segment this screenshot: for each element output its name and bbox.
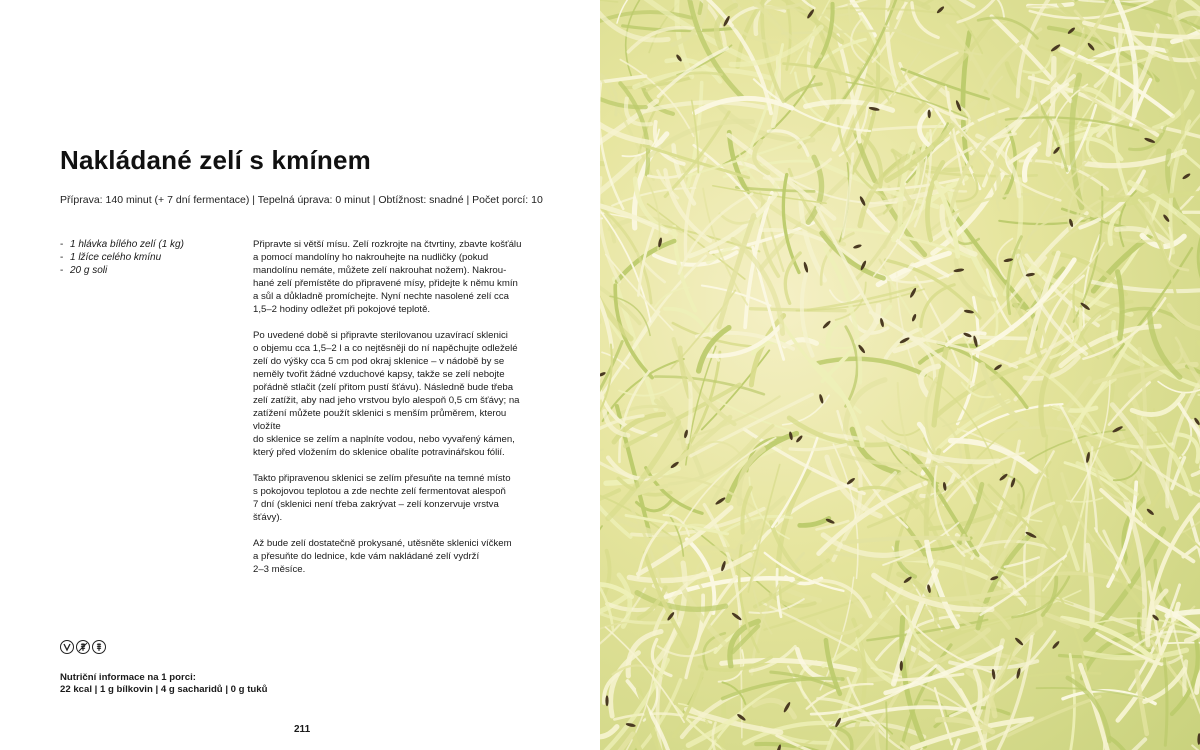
instruction-paragraph: Připravte si větší mísu. Zelí rozkrojte na čtvrtiny, zbavte košťálu a pomocí mandolíny ho nakrouhejte na nudličky (pokud mandolínu nemáte, můžete zelí nakrouhat nožem). Nakrou- hané zelí přemístěte do připravené mísy, přidejte k němu kmín a sůl a důkladně promíchejte. Nyní nechte nasolené zelí cca 1,5–2 hodiny odležet při pokojové teplotě. xyxy=(253,239,522,315)
shredded-cabbage-photo xyxy=(600,0,1200,750)
cabbage-strand xyxy=(1192,745,1200,750)
cabbage-strand xyxy=(600,727,617,737)
cabbage-strand xyxy=(833,444,858,578)
cabbage-strand xyxy=(1164,659,1167,746)
cabbage-strand xyxy=(600,450,603,455)
cabbage-strand xyxy=(844,538,968,543)
cabbage-strand xyxy=(742,488,750,533)
instruction-paragraph: Až bude zelí dostatečně prokysané, utěsněte sklenici víčkem a přesuňte do lednice, kde vám nakládané zelí vydrží 2–3 měsíce. xyxy=(253,538,512,575)
caraway-seed xyxy=(1087,42,1096,51)
gluten-free-icon xyxy=(76,640,90,654)
cabbage-strand xyxy=(1087,545,1092,625)
cabbage-strand xyxy=(923,0,990,5)
cabbage-strand xyxy=(1068,654,1075,750)
cabbage-strand xyxy=(702,286,771,306)
page-number: 211 xyxy=(294,724,311,735)
caraway-seed xyxy=(1182,172,1191,180)
caraway-seed xyxy=(853,244,862,250)
caraway-seed xyxy=(1144,137,1156,144)
recipe-title: Nakládané zelí s kmínem xyxy=(60,145,371,175)
caraway-seed xyxy=(605,695,608,706)
instruction-paragraph: Takto připravenou sklenici se zelím přesuňte na temné místo s pokojovou teplotou a zde nechte zelí fermentovat alespoň 7 dní (sklenici není třeba zakrývat – zelí konzervuje vrstva šťávy). xyxy=(253,473,511,523)
caraway-seed xyxy=(803,261,809,273)
nutrition-heading: Nutriční informace na 1 porci: xyxy=(60,672,196,683)
cabbage-strand xyxy=(1190,517,1200,621)
cabbage-strand xyxy=(800,518,829,525)
lactose-free-icon xyxy=(92,640,106,654)
cabbage-strand xyxy=(828,320,842,348)
cabbage-strand xyxy=(1110,738,1130,750)
nutrition-info xyxy=(60,672,267,696)
cabbage-strand xyxy=(1030,1,1153,18)
cabbage-strand xyxy=(1154,92,1192,128)
cabbage-strand xyxy=(611,653,639,716)
cabbage-strand xyxy=(998,428,1111,443)
caraway-seed xyxy=(1051,640,1060,649)
cabbage-strand xyxy=(951,441,1036,472)
cabbage-strand xyxy=(600,92,646,107)
vegan-icon xyxy=(60,640,74,654)
nutrition-values: 22 kcal | 1 g bílkovin | 4 g sacharidů | 0 g tuků xyxy=(60,684,268,695)
ingredient-item: - 1 hlávka bílého zelí (1 kg) xyxy=(60,238,184,251)
cabbage-strand xyxy=(600,0,618,2)
cabbage-strand xyxy=(785,253,800,303)
ingredient-item: - 1 lžíce celého kmínu xyxy=(60,251,184,264)
diet-icons xyxy=(60,640,106,654)
cabbage-strand xyxy=(857,306,879,342)
cabbage-strand xyxy=(790,445,846,450)
ingredient-item: - 20 g soli xyxy=(60,264,184,277)
cabbage-texture xyxy=(600,0,1200,750)
ingredients-list xyxy=(60,238,184,277)
cabbage-strand xyxy=(1132,394,1183,414)
cabbage-strand xyxy=(1007,697,1100,736)
instruction-paragraph: Po uvedené době si připravte sterilovanou uzavírací sklenici o objemu cca 1,5–2 l a co nejtěsněji do ní napěchujte odleželé zelí do výšky cca 5 cm pod okraj sklenice – v nádobě by se neměly tvořit žádné vzduchové kapsy, takže se zelí nebojte pořádně stlačit (zelí přitom pustí šťávu). Následně bude třeba zelí zatížit, aby nad jeho vrstvou bylo alespoň 0,5 cm šťávy; na zatížení můžete použít sklenici s menším průměrem, kterou vložíte do sklenice se zelím a naplníte vodou, nebo vyvařený kámen, který před vložením do sklenice obalíte potravinářskou fólií. xyxy=(253,330,520,458)
recipe-meta: Příprava: 140 minut (+ 7 dní fermentace) | Tepelná úprava: 0 minut | Obtížnost: snadné | Počet porcí: 10 xyxy=(60,194,543,206)
instructions xyxy=(253,238,533,589)
